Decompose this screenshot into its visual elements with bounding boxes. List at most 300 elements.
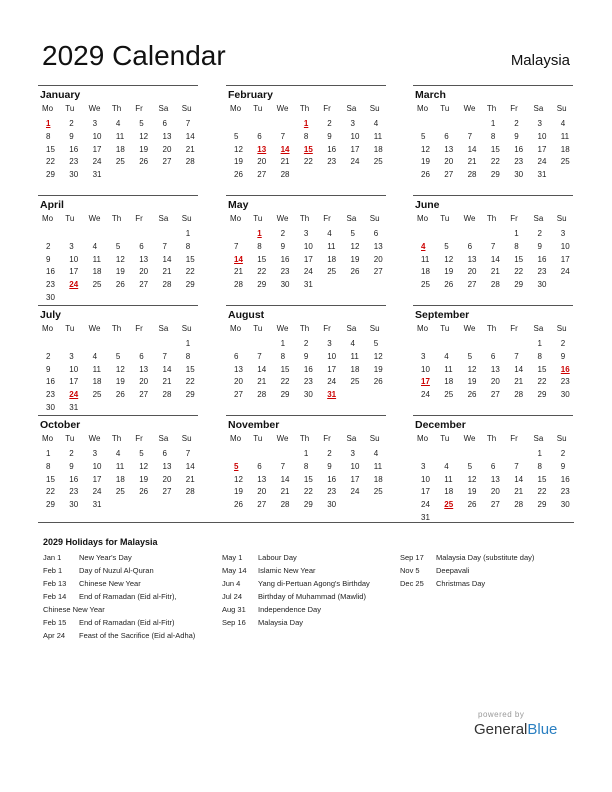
- day-cell[interactable]: 25: [421, 280, 430, 290]
- day-cell[interactable]: 3: [69, 241, 74, 251]
- day-cell[interactable]: 26: [373, 377, 383, 387]
- day-cell[interactable]: 27: [139, 280, 149, 290]
- day-cell[interactable]: 26: [115, 390, 125, 400]
- day-cell[interactable]: 11: [92, 364, 101, 374]
- day-cell[interactable]: 17: [69, 267, 79, 277]
- day-cell[interactable]: 16: [46, 267, 55, 277]
- holiday-day[interactable]: 4: [421, 241, 426, 251]
- day-cell[interactable]: 7: [514, 351, 519, 361]
- day-cell[interactable]: 10: [303, 241, 313, 251]
- day-cell[interactable]: 11: [444, 474, 453, 484]
- day-cell[interactable]: 28: [162, 390, 172, 400]
- day-cell[interactable]: 8: [303, 131, 309, 141]
- day-cell[interactable]: 10: [537, 131, 547, 141]
- day-cell[interactable]: 3: [560, 229, 566, 238]
- day-cell[interactable]: 28: [514, 500, 524, 510]
- day-cell[interactable]: 16: [69, 474, 79, 484]
- holiday-day[interactable]: 1: [257, 229, 262, 238]
- day-cell[interactable]: 20: [373, 254, 383, 264]
- day-cell[interactable]: 1: [537, 339, 542, 348]
- day-cell[interactable]: 13: [490, 474, 500, 484]
- day-cell[interactable]: 12: [139, 131, 149, 141]
- day-cell[interactable]: 10: [327, 351, 337, 361]
- day-cell[interactable]: 27: [467, 280, 477, 290]
- day-cell[interactable]: 6: [467, 241, 473, 251]
- day-cell[interactable]: 14: [162, 364, 172, 374]
- day-cell[interactable]: 21: [185, 474, 195, 484]
- day-cell[interactable]: 18: [327, 254, 337, 264]
- day-cell[interactable]: 17: [327, 364, 337, 374]
- day-cell[interactable]: 26: [139, 487, 149, 497]
- day-cell[interactable]: 22: [46, 487, 55, 497]
- day-cell[interactable]: 8: [46, 461, 51, 471]
- day-cell[interactable]: 20: [139, 267, 149, 277]
- day-cell[interactable]: 12: [115, 254, 125, 264]
- day-cell[interactable]: 11: [92, 254, 101, 264]
- day-cell[interactable]: 17: [69, 377, 79, 387]
- day-cell[interactable]: 13: [234, 364, 243, 374]
- day-cell[interactable]: 4: [373, 119, 379, 128]
- day-cell[interactable]: 10: [69, 364, 79, 374]
- day-cell[interactable]: 27: [490, 390, 500, 400]
- day-cell[interactable]: 18: [421, 267, 430, 277]
- day-cell[interactable]: 23: [280, 267, 290, 277]
- day-cell[interactable]: 20: [257, 157, 267, 167]
- day-cell[interactable]: 14: [514, 474, 524, 484]
- day-cell[interactable]: 29: [46, 500, 55, 510]
- day-cell[interactable]: 20: [162, 144, 172, 154]
- day-cell[interactable]: 29: [257, 280, 267, 290]
- day-cell[interactable]: 6: [139, 351, 144, 361]
- day-cell[interactable]: 20: [139, 377, 149, 387]
- day-cell[interactable]: 10: [421, 364, 430, 374]
- day-cell[interactable]: 24: [350, 487, 360, 497]
- day-cell[interactable]: 4: [444, 351, 449, 361]
- day-cell[interactable]: 17: [92, 144, 102, 154]
- day-cell[interactable]: 2: [514, 119, 519, 128]
- day-cell[interactable]: 28: [185, 157, 195, 167]
- day-cell[interactable]: 24: [421, 390, 430, 400]
- day-cell[interactable]: 23: [537, 267, 547, 277]
- day-cell[interactable]: 18: [444, 377, 454, 387]
- day-cell[interactable]: 7: [467, 131, 473, 141]
- day-cell[interactable]: 24: [560, 267, 570, 277]
- day-cell[interactable]: 15: [257, 254, 267, 264]
- day-cell[interactable]: 22: [280, 377, 290, 387]
- day-cell[interactable]: 28: [280, 500, 290, 510]
- holiday-day[interactable]: 16: [560, 364, 570, 374]
- day-cell[interactable]: 13: [139, 254, 149, 264]
- day-cell[interactable]: 26: [467, 390, 477, 400]
- day-cell[interactable]: 12: [421, 144, 430, 154]
- day-cell[interactable]: 27: [257, 170, 267, 180]
- day-cell[interactable]: 1: [185, 339, 191, 348]
- day-cell[interactable]: 5: [234, 131, 239, 141]
- day-cell[interactable]: 9: [46, 254, 51, 264]
- day-cell[interactable]: 5: [467, 461, 473, 471]
- day-cell[interactable]: 9: [46, 364, 51, 374]
- day-cell[interactable]: 1: [280, 339, 286, 348]
- day-cell[interactable]: 8: [537, 351, 542, 361]
- day-cell[interactable]: 25: [350, 377, 360, 387]
- day-cell[interactable]: 19: [139, 474, 149, 484]
- day-cell[interactable]: 14: [467, 144, 477, 154]
- day-cell[interactable]: 18: [444, 487, 454, 497]
- day-cell[interactable]: 29: [185, 390, 195, 400]
- day-cell[interactable]: 13: [257, 474, 267, 484]
- day-cell[interactable]: 16: [537, 254, 547, 264]
- day-cell[interactable]: 14: [514, 364, 524, 374]
- day-cell[interactable]: 21: [234, 267, 243, 277]
- day-cell[interactable]: 18: [350, 364, 360, 374]
- day-cell[interactable]: 19: [421, 157, 430, 167]
- day-cell[interactable]: 9: [327, 461, 332, 471]
- day-cell[interactable]: 3: [350, 449, 355, 458]
- day-cell[interactable]: 7: [185, 449, 191, 458]
- day-cell[interactable]: 5: [115, 351, 121, 361]
- day-cell[interactable]: 15: [46, 474, 55, 484]
- holiday-day[interactable]: 14: [280, 144, 290, 154]
- day-cell[interactable]: 5: [139, 449, 144, 458]
- day-cell[interactable]: 10: [92, 461, 102, 471]
- day-cell[interactable]: 19: [115, 377, 125, 387]
- day-cell[interactable]: 30: [69, 170, 79, 180]
- day-cell[interactable]: 7: [280, 461, 286, 471]
- day-cell[interactable]: 23: [560, 377, 570, 387]
- day-cell[interactable]: 22: [514, 267, 524, 277]
- day-cell[interactable]: 30: [280, 280, 290, 290]
- day-cell[interactable]: 11: [115, 131, 125, 141]
- day-cell[interactable]: 21: [257, 377, 267, 387]
- day-cell[interactable]: 7: [162, 351, 167, 361]
- day-cell[interactable]: 7: [257, 351, 262, 361]
- day-cell[interactable]: 30: [560, 390, 570, 400]
- day-cell[interactable]: 20: [234, 377, 243, 387]
- day-cell[interactable]: 8: [303, 461, 309, 471]
- day-cell[interactable]: 2: [560, 449, 566, 458]
- day-cell[interactable]: 9: [327, 131, 332, 141]
- day-cell[interactable]: 31: [92, 170, 102, 180]
- day-cell[interactable]: 17: [537, 144, 547, 154]
- day-cell[interactable]: 19: [234, 487, 243, 497]
- holiday-day[interactable]: 25: [444, 500, 454, 510]
- day-cell[interactable]: 15: [185, 254, 195, 264]
- day-cell[interactable]: 25: [115, 487, 125, 497]
- day-cell[interactable]: 21: [185, 144, 195, 154]
- day-cell[interactable]: 21: [280, 487, 290, 497]
- day-cell[interactable]: 16: [46, 377, 55, 387]
- day-cell[interactable]: 23: [69, 487, 79, 497]
- day-cell[interactable]: 27: [257, 500, 267, 510]
- day-cell[interactable]: 15: [185, 364, 195, 374]
- day-cell[interactable]: 19: [467, 487, 477, 497]
- day-cell[interactable]: 21: [162, 377, 172, 387]
- day-cell[interactable]: 15: [280, 364, 290, 374]
- day-cell[interactable]: 29: [537, 390, 547, 400]
- day-cell[interactable]: 17: [421, 487, 430, 497]
- day-cell[interactable]: 8: [537, 461, 542, 471]
- day-cell[interactable]: 23: [46, 280, 55, 290]
- day-cell[interactable]: 28: [257, 390, 267, 400]
- day-cell[interactable]: 21: [490, 267, 500, 277]
- day-cell[interactable]: 6: [490, 351, 496, 361]
- day-cell[interactable]: 4: [560, 119, 566, 128]
- day-cell[interactable]: 11: [421, 254, 430, 264]
- day-cell[interactable]: 20: [257, 487, 267, 497]
- day-cell[interactable]: 8: [280, 351, 286, 361]
- day-cell[interactable]: 25: [444, 390, 454, 400]
- day-cell[interactable]: 25: [373, 487, 383, 497]
- holiday-day[interactable]: 14: [234, 254, 243, 264]
- day-cell[interactable]: 20: [490, 377, 500, 387]
- day-cell[interactable]: 4: [350, 339, 355, 348]
- day-cell[interactable]: 30: [69, 500, 79, 510]
- day-cell[interactable]: 22: [537, 487, 547, 497]
- day-cell[interactable]: 31: [69, 403, 79, 412]
- day-cell[interactable]: 9: [560, 351, 566, 361]
- day-cell[interactable]: 1: [185, 229, 191, 238]
- day-cell[interactable]: 11: [350, 351, 359, 361]
- day-cell[interactable]: 2: [327, 449, 332, 458]
- day-cell[interactable]: 25: [327, 267, 337, 277]
- day-cell[interactable]: 14: [185, 131, 195, 141]
- day-cell[interactable]: 19: [467, 377, 477, 387]
- day-cell[interactable]: 6: [257, 131, 262, 141]
- day-cell[interactable]: 4: [92, 351, 98, 361]
- day-cell[interactable]: 18: [115, 144, 125, 154]
- day-cell[interactable]: 15: [514, 254, 524, 264]
- day-cell[interactable]: 11: [115, 461, 125, 471]
- day-cell[interactable]: 15: [490, 144, 500, 154]
- day-cell[interactable]: 24: [421, 500, 430, 510]
- day-cell[interactable]: 25: [115, 157, 125, 167]
- day-cell[interactable]: 2: [69, 119, 74, 128]
- day-cell[interactable]: 27: [162, 157, 172, 167]
- day-cell[interactable]: 2: [560, 339, 566, 348]
- day-cell[interactable]: 20: [467, 267, 477, 277]
- day-cell[interactable]: 12: [444, 254, 454, 264]
- day-cell[interactable]: 17: [303, 254, 313, 264]
- day-cell[interactable]: 29: [280, 390, 290, 400]
- day-cell[interactable]: 19: [115, 267, 125, 277]
- day-cell[interactable]: 10: [69, 254, 79, 264]
- day-cell[interactable]: 11: [373, 131, 383, 141]
- day-cell[interactable]: 31: [92, 500, 102, 510]
- day-cell[interactable]: 24: [92, 157, 102, 167]
- day-cell[interactable]: 29: [303, 500, 313, 510]
- day-cell[interactable]: 3: [421, 351, 426, 361]
- day-cell[interactable]: 30: [327, 500, 337, 510]
- day-cell[interactable]: 26: [115, 280, 125, 290]
- day-cell[interactable]: 31: [303, 280, 313, 290]
- day-cell[interactable]: 16: [69, 144, 79, 154]
- day-cell[interactable]: 15: [46, 144, 55, 154]
- day-cell[interactable]: 13: [444, 144, 454, 154]
- day-cell[interactable]: 7: [280, 131, 286, 141]
- day-cell[interactable]: 28: [490, 280, 500, 290]
- day-cell[interactable]: 31: [537, 170, 547, 180]
- day-cell[interactable]: 10: [560, 241, 570, 251]
- day-cell[interactable]: 26: [467, 500, 477, 510]
- day-cell[interactable]: 22: [185, 377, 195, 387]
- day-cell[interactable]: 12: [350, 241, 360, 251]
- day-cell[interactable]: 13: [467, 254, 477, 264]
- day-cell[interactable]: 29: [46, 170, 55, 180]
- day-cell[interactable]: 6: [257, 461, 262, 471]
- day-cell[interactable]: 27: [444, 170, 454, 180]
- day-cell[interactable]: 3: [92, 119, 98, 128]
- day-cell[interactable]: 7: [514, 461, 519, 471]
- holiday-day[interactable]: 17: [421, 377, 430, 387]
- day-cell[interactable]: 13: [139, 364, 149, 374]
- holiday-day[interactable]: 31: [327, 390, 337, 400]
- day-cell[interactable]: 3: [69, 351, 74, 361]
- day-cell[interactable]: 4: [92, 241, 98, 251]
- day-cell[interactable]: 2: [69, 449, 74, 458]
- day-cell[interactable]: 2: [46, 351, 51, 361]
- day-cell[interactable]: 11: [444, 364, 453, 374]
- day-cell[interactable]: 9: [303, 351, 309, 361]
- day-cell[interactable]: 14: [490, 254, 500, 264]
- day-cell[interactable]: 23: [327, 157, 337, 167]
- day-cell[interactable]: 18: [92, 267, 102, 277]
- day-cell[interactable]: 28: [234, 280, 243, 290]
- day-cell[interactable]: 23: [327, 487, 337, 497]
- day-cell[interactable]: 13: [373, 241, 383, 251]
- day-cell[interactable]: 29: [185, 280, 195, 290]
- day-cell[interactable]: 26: [421, 170, 430, 180]
- day-cell[interactable]: 20: [444, 157, 454, 167]
- day-cell[interactable]: 18: [373, 474, 383, 484]
- day-cell[interactable]: 14: [185, 461, 195, 471]
- day-cell[interactable]: 8: [185, 351, 191, 361]
- day-cell[interactable]: 24: [537, 157, 547, 167]
- day-cell[interactable]: 5: [373, 339, 379, 348]
- day-cell[interactable]: 25: [92, 280, 102, 290]
- day-cell[interactable]: 9: [280, 241, 286, 251]
- day-cell[interactable]: 17: [560, 254, 570, 264]
- day-cell[interactable]: 24: [92, 487, 102, 497]
- day-cell[interactable]: 14: [280, 474, 290, 484]
- day-cell[interactable]: 27: [490, 500, 500, 510]
- day-cell[interactable]: 15: [537, 364, 547, 374]
- day-cell[interactable]: 11: [327, 241, 336, 251]
- holiday-day[interactable]: 5: [234, 461, 239, 471]
- day-cell[interactable]: 4: [115, 119, 121, 128]
- day-cell[interactable]: 10: [92, 131, 102, 141]
- day-cell[interactable]: 5: [444, 241, 449, 251]
- day-cell[interactable]: 30: [560, 500, 570, 510]
- day-cell[interactable]: 13: [162, 131, 172, 141]
- holiday-day[interactable]: 15: [303, 144, 313, 154]
- day-cell[interactable]: 29: [490, 170, 500, 180]
- day-cell[interactable]: 30: [537, 280, 547, 290]
- day-cell[interactable]: 2: [537, 229, 542, 238]
- day-cell[interactable]: 6: [162, 119, 167, 128]
- day-cell[interactable]: 24: [303, 267, 313, 277]
- day-cell[interactable]: 7: [185, 119, 191, 128]
- day-cell[interactable]: 21: [280, 157, 290, 167]
- day-cell[interactable]: 25: [560, 157, 570, 167]
- day-cell[interactable]: 21: [162, 267, 172, 277]
- day-cell[interactable]: 27: [139, 390, 149, 400]
- day-cell[interactable]: 28: [280, 170, 290, 180]
- day-cell[interactable]: 5: [467, 351, 473, 361]
- day-cell[interactable]: 1: [303, 449, 309, 458]
- day-cell[interactable]: 8: [46, 131, 51, 141]
- day-cell[interactable]: 21: [514, 487, 524, 497]
- day-cell[interactable]: 6: [373, 229, 379, 238]
- day-cell[interactable]: 16: [327, 144, 337, 154]
- day-cell[interactable]: 7: [162, 241, 167, 251]
- day-cell[interactable]: 19: [373, 364, 383, 374]
- day-cell[interactable]: 9: [69, 461, 74, 471]
- day-cell[interactable]: 25: [373, 157, 383, 167]
- day-cell[interactable]: 23: [69, 157, 79, 167]
- day-cell[interactable]: 19: [444, 267, 454, 277]
- day-cell[interactable]: 10: [421, 474, 430, 484]
- day-cell[interactable]: 23: [303, 377, 313, 387]
- day-cell[interactable]: 22: [185, 267, 195, 277]
- day-cell[interactable]: 1: [514, 229, 519, 238]
- day-cell[interactable]: 8: [490, 131, 496, 141]
- day-cell[interactable]: 22: [257, 267, 267, 277]
- day-cell[interactable]: 26: [234, 500, 243, 510]
- holiday-day[interactable]: 13: [257, 144, 267, 154]
- day-cell[interactable]: 2: [303, 339, 309, 348]
- day-cell[interactable]: 6: [162, 449, 167, 458]
- day-cell[interactable]: 17: [350, 474, 360, 484]
- day-cell[interactable]: 28: [185, 487, 195, 497]
- day-cell[interactable]: 16: [327, 474, 337, 484]
- day-cell[interactable]: 16: [514, 144, 524, 154]
- day-cell[interactable]: 26: [444, 280, 454, 290]
- day-cell[interactable]: 24: [350, 157, 360, 167]
- day-cell[interactable]: 25: [92, 390, 102, 400]
- day-cell[interactable]: 4: [327, 229, 332, 238]
- day-cell[interactable]: 5: [139, 119, 144, 128]
- day-cell[interactable]: 8: [257, 241, 262, 251]
- day-cell[interactable]: 8: [185, 241, 191, 251]
- day-cell[interactable]: 18: [115, 474, 125, 484]
- day-cell[interactable]: 27: [373, 267, 383, 277]
- day-cell[interactable]: 21: [467, 157, 477, 167]
- brand-logo[interactable]: [474, 721, 557, 738]
- day-cell[interactable]: 11: [560, 131, 570, 141]
- day-cell[interactable]: 30: [46, 293, 55, 302]
- day-cell[interactable]: 5: [350, 229, 355, 238]
- day-cell[interactable]: 16: [303, 364, 313, 374]
- day-cell[interactable]: 19: [139, 144, 149, 154]
- day-cell[interactable]: 29: [537, 500, 547, 510]
- day-cell[interactable]: 13: [490, 364, 500, 374]
- day-cell[interactable]: 28: [514, 390, 524, 400]
- day-cell[interactable]: 10: [350, 131, 360, 141]
- day-cell[interactable]: 20: [490, 487, 500, 497]
- day-cell[interactable]: 17: [350, 144, 360, 154]
- day-cell[interactable]: 26: [234, 170, 243, 180]
- day-cell[interactable]: 26: [350, 267, 360, 277]
- day-cell[interactable]: 17: [92, 474, 102, 484]
- day-cell[interactable]: 15: [537, 474, 547, 484]
- day-cell[interactable]: 5: [115, 241, 121, 251]
- day-cell[interactable]: 23: [514, 157, 524, 167]
- holiday-day[interactable]: 1: [46, 119, 51, 128]
- day-cell[interactable]: 18: [373, 144, 383, 154]
- day-cell[interactable]: 7: [490, 241, 496, 251]
- day-cell[interactable]: 19: [234, 157, 243, 167]
- day-cell[interactable]: 2: [327, 119, 332, 128]
